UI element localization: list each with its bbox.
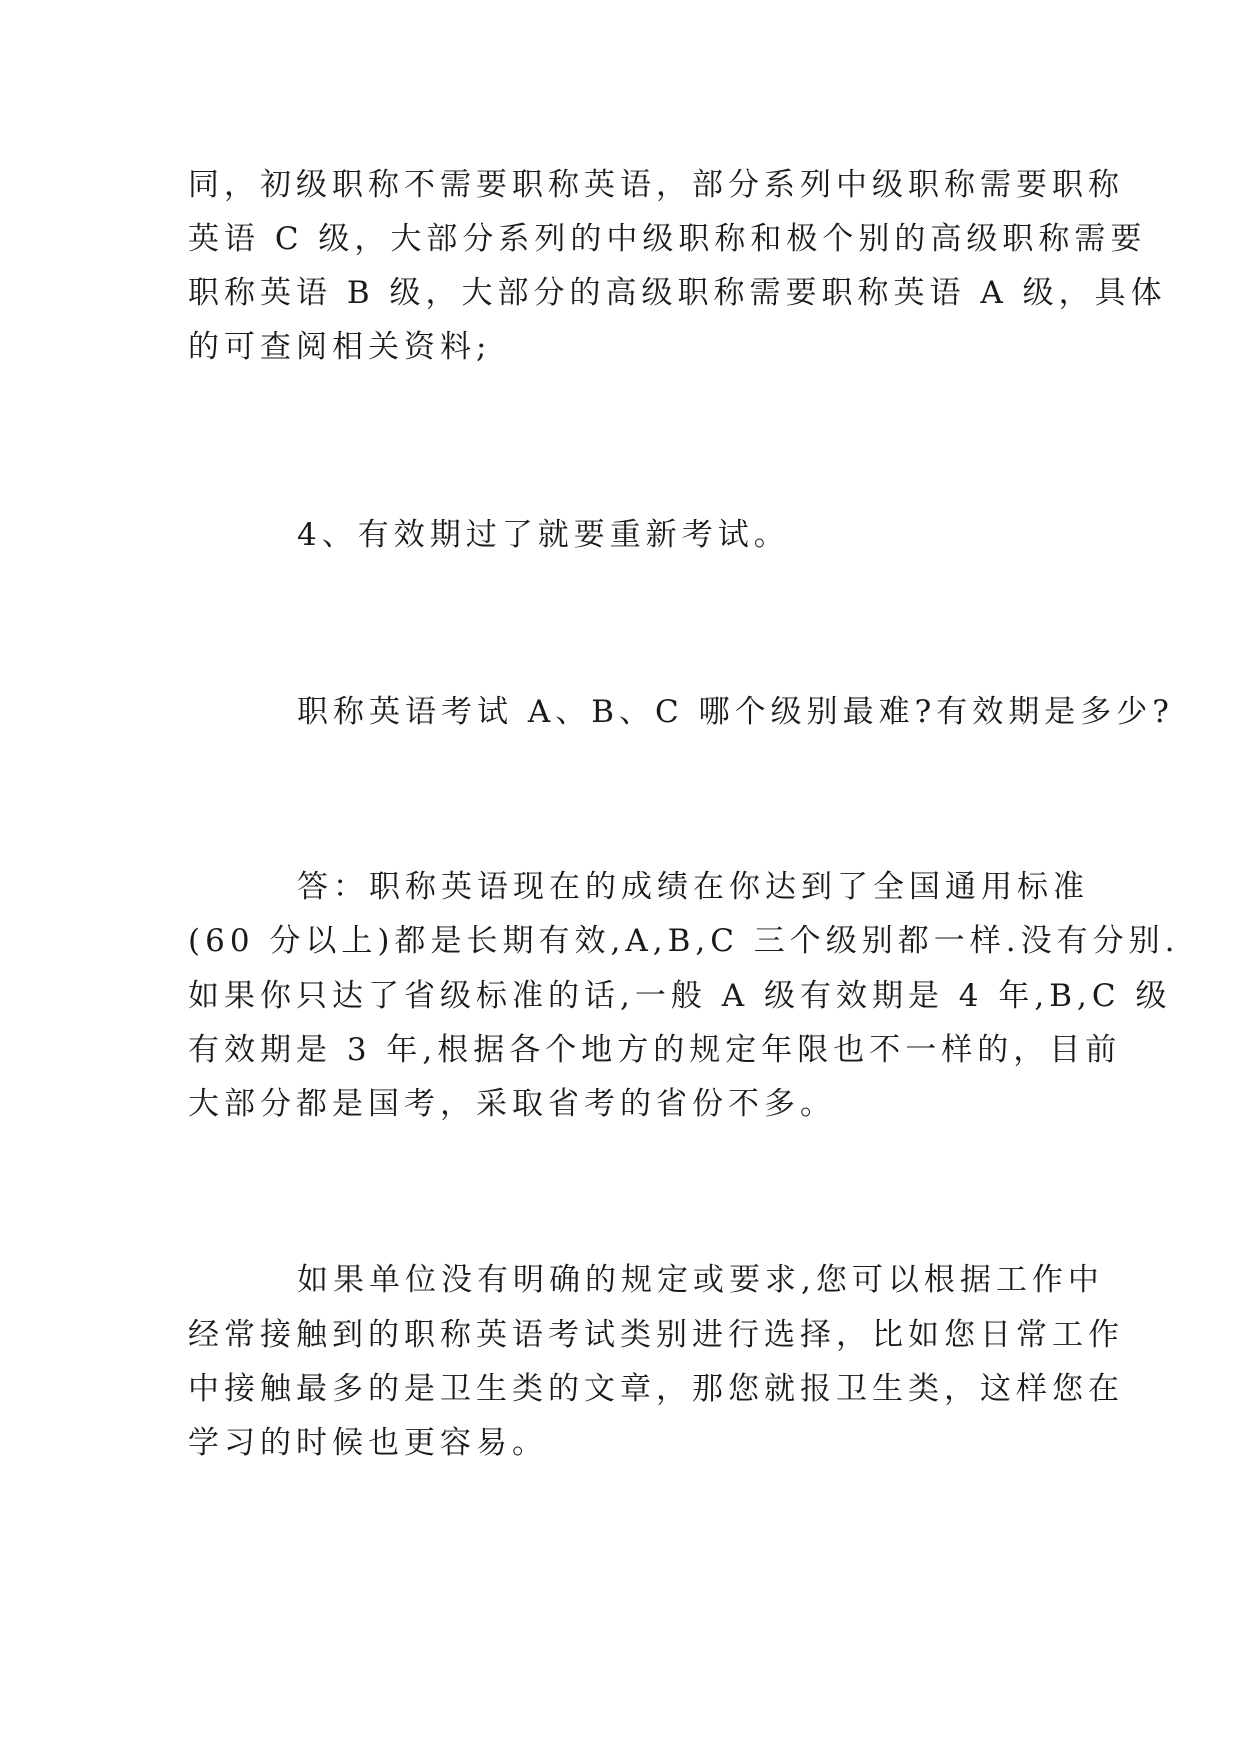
paragraph-line: 如果单位没有明确的规定或要求,您可以根据工作中 xyxy=(297,1262,1104,1298)
paragraph-line: (60 分以上)都是长期有效,A,B,C 三个级别都一样.没有分别. xyxy=(188,923,1180,959)
paragraph-line: 有效期是 3 年,根据各个地方的规定年限也不一样的，目前 xyxy=(188,1032,1122,1068)
paragraph-line: 的可查阅相关资料; xyxy=(188,329,492,365)
paragraph-line: 经常接触到的职称英语考试类别进行选择，比如您日常工作 xyxy=(188,1317,1124,1353)
paragraph-line: 如果你只达了省级标准的话,一般 A 级有效期是 4 年,B,C 级 xyxy=(188,978,1172,1014)
paragraph-line: 职称英语 B 级，大部分的高级职称需要职称英语 A 级，具体 xyxy=(188,275,1167,311)
paragraph-line: 答：职称英语现在的成绩在你达到了全国通用标准 xyxy=(297,869,1089,905)
paragraph-line: 英语 C 级，大部分系列的中级职称和极个别的高级职称需要 xyxy=(188,221,1147,257)
paragraph-line: 大部分都是国考，采取省考的省份不多。 xyxy=(188,1086,836,1122)
paragraph-line: 学习的时候也更容易。 xyxy=(188,1425,548,1461)
paragraph-line: 同，初级职称不需要职称英语，部分系列中级职称需要职称 xyxy=(188,167,1124,203)
question-line: 职称英语考试 A、B、C 哪个级别最难?有效期是多少? xyxy=(297,694,1174,730)
paragraph-line: 4、有效期过了就要重新考试。 xyxy=(297,517,790,553)
paragraph-line: 中接触最多的是卫生类的文章，那您就报卫生类，这样您在 xyxy=(188,1371,1124,1407)
